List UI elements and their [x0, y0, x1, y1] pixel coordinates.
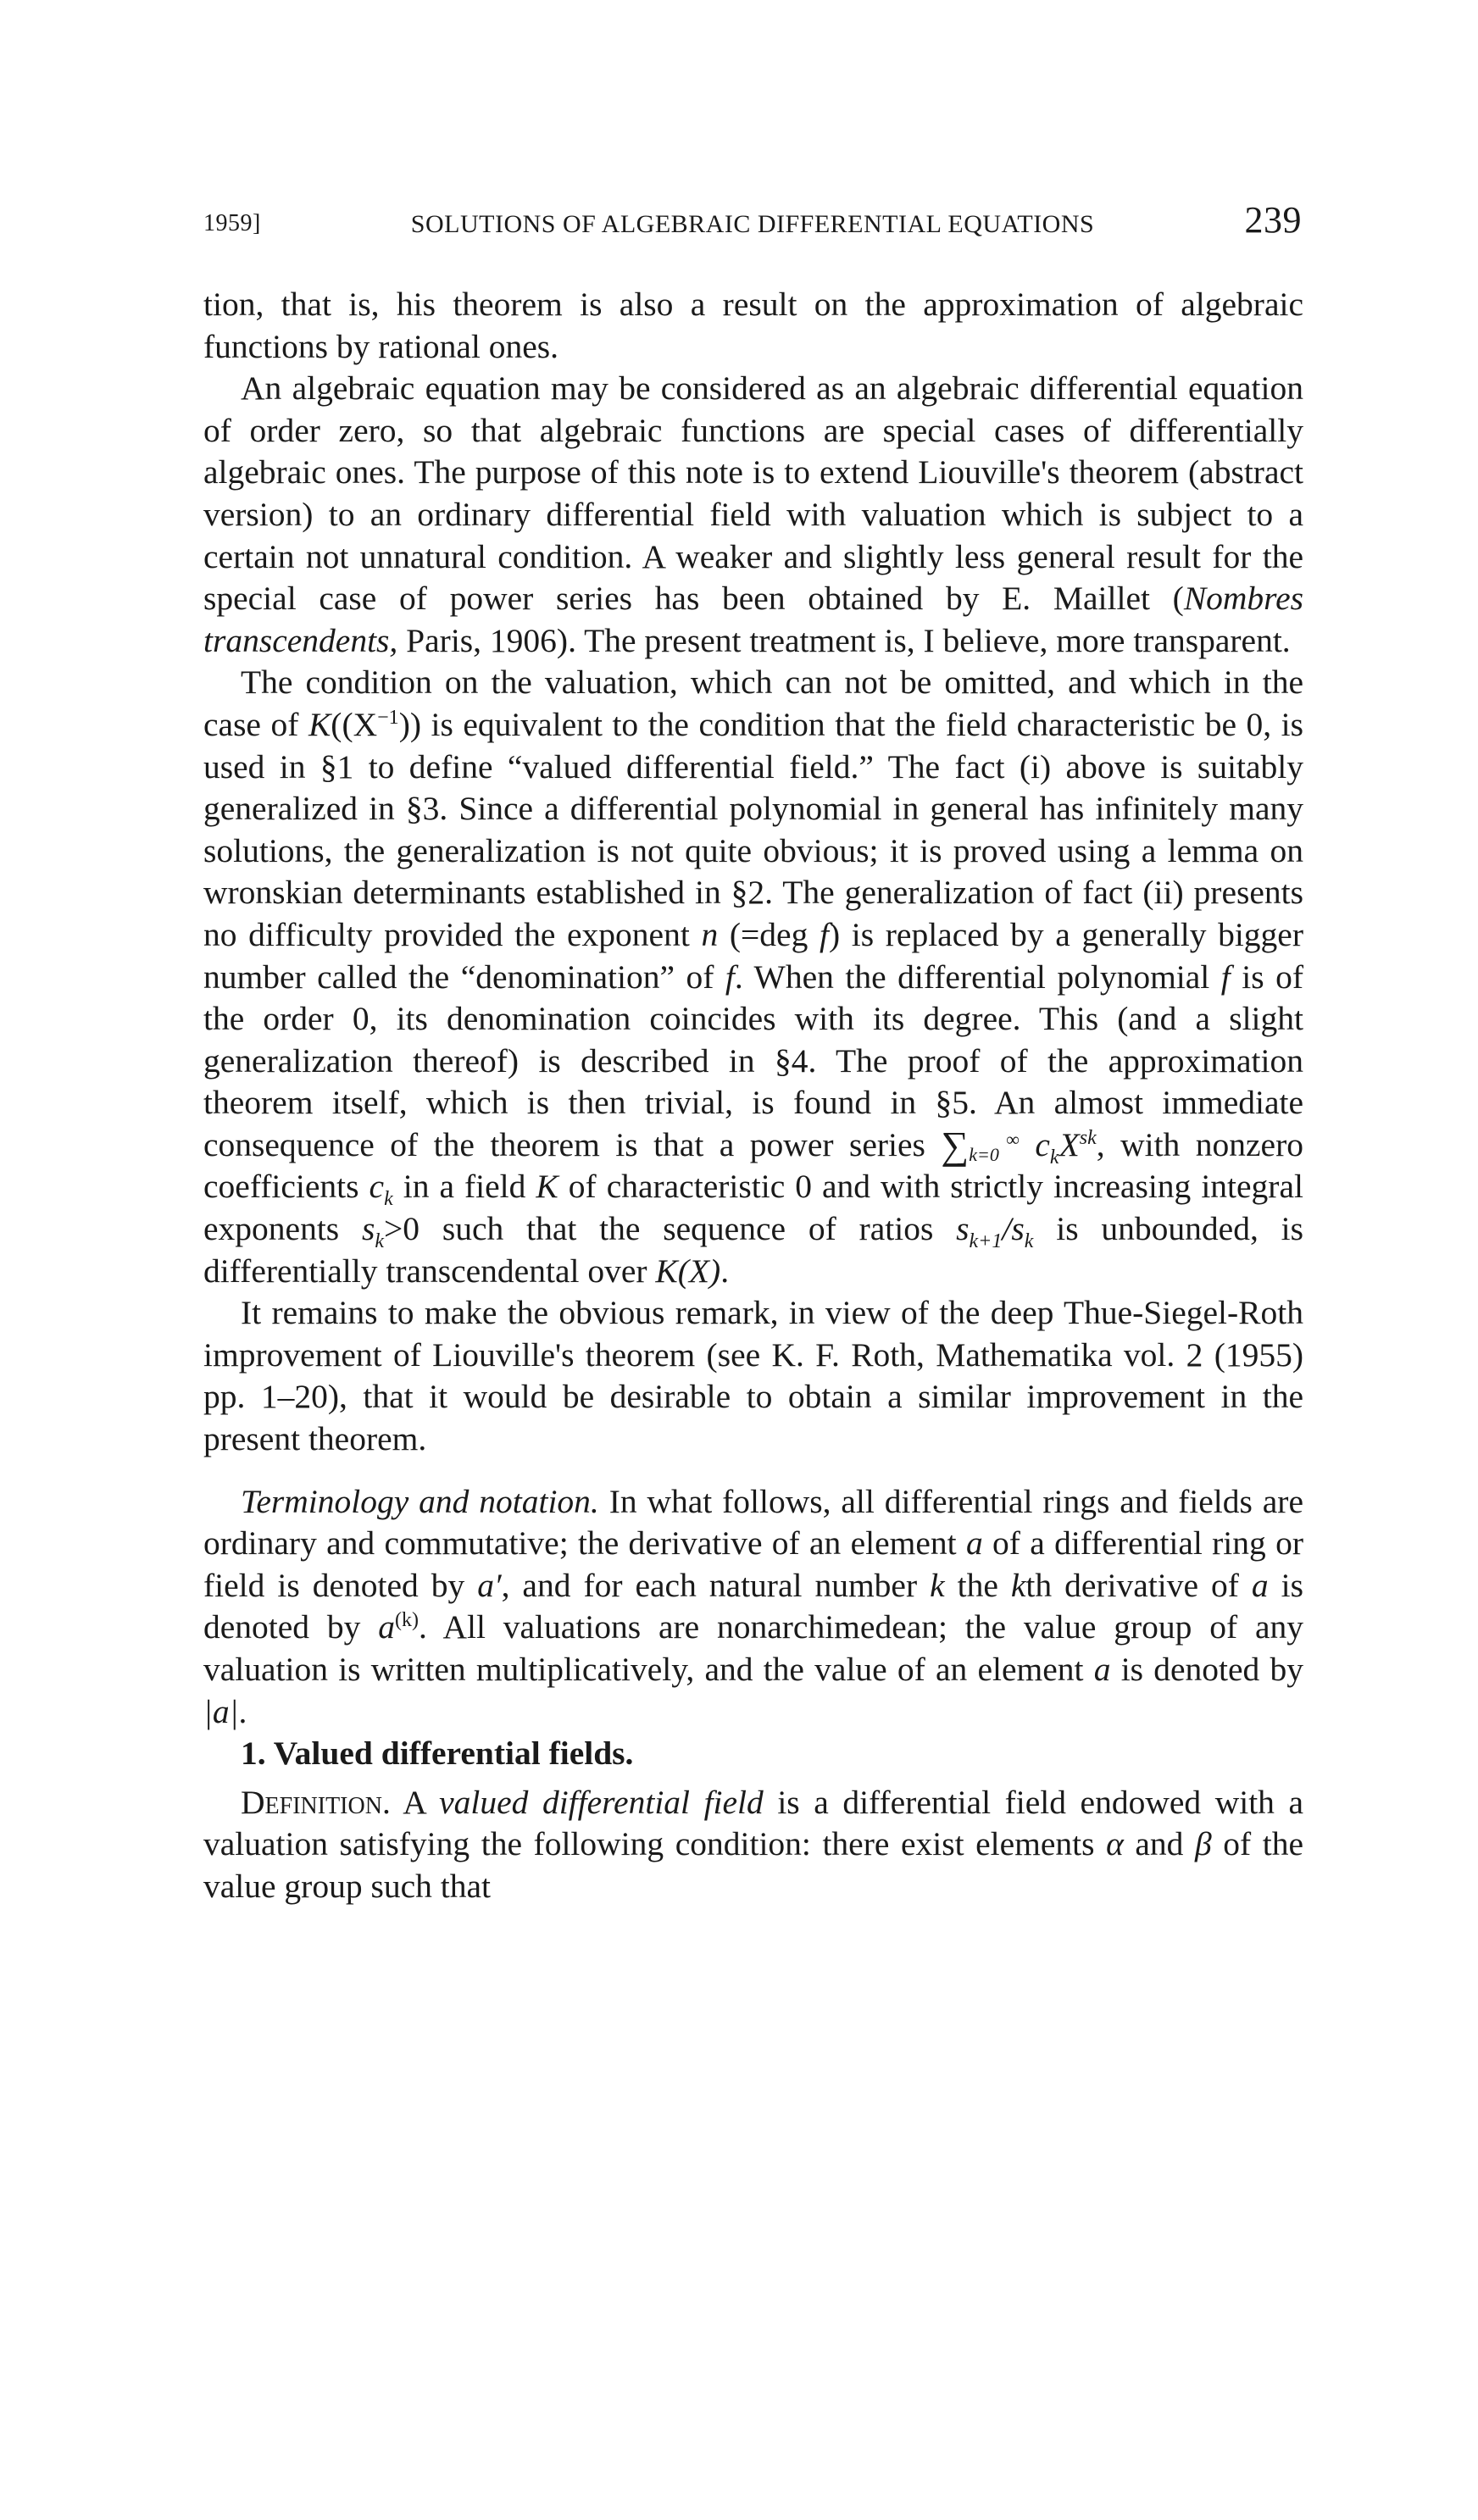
- header-title: SOLUTIONS OF ALGEBRAIC DIFFERENTIAL EQUATIONS: [410, 210, 1095, 238]
- paragraph-4: It remains to make the obvious remark, in view of the deep Thue-Siegel-Roth improvement of Liouville's theorem (see K. F. Roth, Mathematika vol. 2 (1955) pp. 1–20), that it would be desirable to obtain a similar improvement in the present theorem.: [203, 1294, 1303, 1458]
- definition-label: Definition.: [241, 1783, 391, 1821]
- math-power-series: ∑ ∞ k=0 $c_kX^{sk}$: [941, 1123, 1097, 1168]
- definition-paragraph: Definition. A valued differential field is a differential field endowed with a valuation satisfying the following condition: there exist elements α and β of the value group such that: [203, 1783, 1303, 1905]
- header-year: 1959]: [203, 210, 261, 236]
- definition-term: valued differential field: [439, 1783, 764, 1821]
- paragraph-2: An algebraic equation may be considered as an algebraic differential equation of order zero, so that algebraic functions are special cases of differentially algebraic ones. The purpose of this note is to extend Liouville's theorem (abstract version) to an ordinary differential field with valuation which is subject to a certain not unnatural condition. A weaker and slightly less general result for the special case of power series has been obtained by E. Maillet (Nombres transcendents, Paris, 1906). The present treatment is, I believe, more transparent.: [203, 369, 1303, 659]
- section-heading: 1. Valued differential fields.: [241, 1735, 634, 1773]
- math-ratio: $s_{k+1}/s_k$: [956, 1210, 1034, 1253]
- paragraph-3: The condition on the valuation, which can not be omitted, and which in the case of $K((X^{-1}))$ is equivalent to the condition that the field characteristic be 0, is used in §1 to define “valued differential field.” The fact (i) above is suitably generalized in §3. Since a differential polynomial in general has infinitely many solutions, the generalization is not quite obvious; it is proved using a lemma on wronskian determinants established in §2. The generalization of fact (ii) presents no difficulty provided the exponent n (=deg f) is replaced by a generally bigger number called the “denomination” of f. When the differential polynomial f is of the order 0, its denomination coincides with its degree. This (and a slight generalization thereof) is described in §4. The proof of the approximation theorem itself, which is then trivial, is found in §5. An almost immediate consequence of the theorem is that a power series ∑ ∞ k=0 $c_kX^{sk}$, with nonzero coefficients $c_k$ in a field K of characteristic 0 and with strictly increasing integral exponents $s_k>0$ such that the sequence of ratios $s_{k+1}/s_k$ is unbounded, is differentially transcendental over K(X).: [203, 663, 1304, 1290]
- running-header: [203, 199, 1302, 254]
- paragraph-5: Terminology and notation. In what follows, all differential rings and fields are ordinary and commutative; the derivative of an element a of a differential ring or field is denoted by a′, and for each natural number k the kth derivative of a is denoted by $a^{(k)}$. All valuations are nonarchimedean; the value group of any valuation is written multiplicatively, and the value of an element a is denoted by |a|.: [203, 1482, 1303, 1730]
- body-text: [203, 284, 1303, 1908]
- page-number: 239: [1244, 199, 1302, 241]
- paragraph-1: tion, that is, his theorem is also a result on the approximation of algebraic functions by rational ones.: [203, 286, 1303, 365]
- math-KX: $K((X^{-1}))$: [308, 705, 421, 743]
